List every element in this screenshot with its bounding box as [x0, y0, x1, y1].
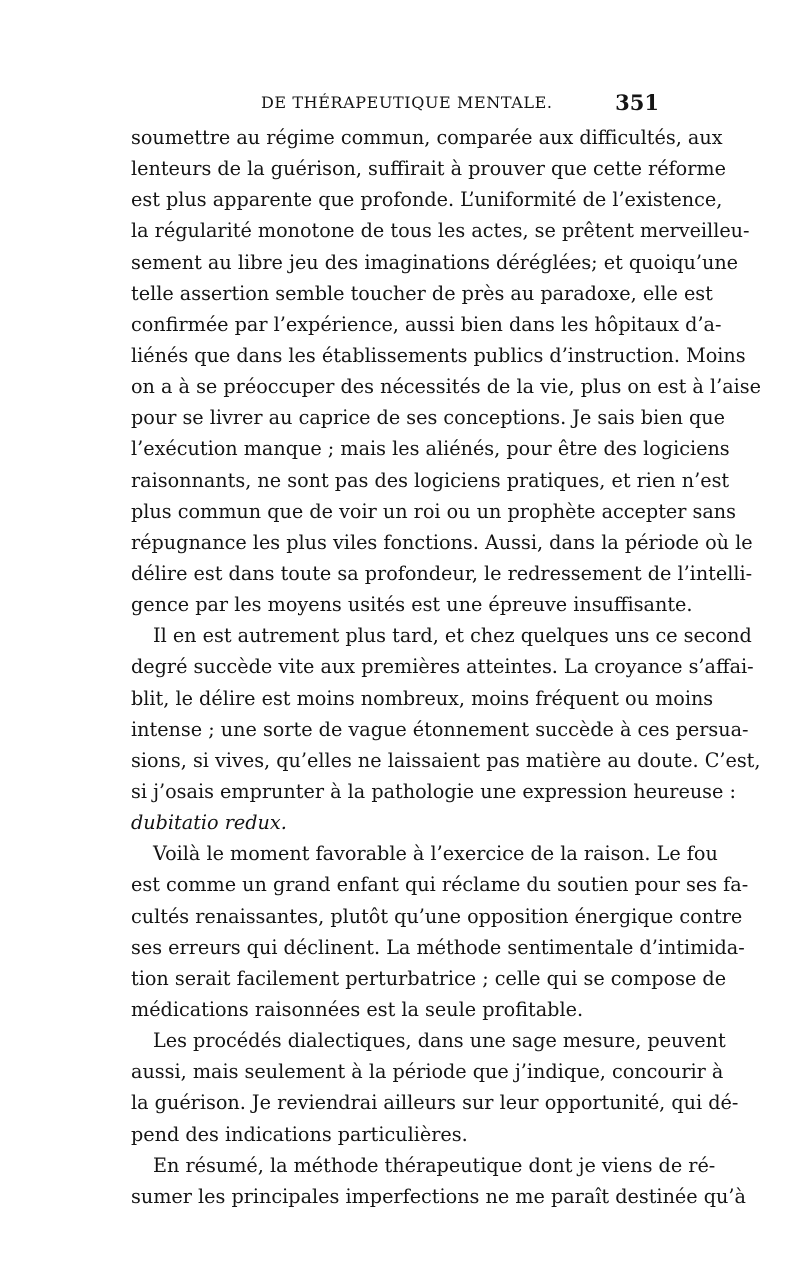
- text-line: blit, le délire est moins nombreux, moins fréquent ou moins: [131, 686, 714, 710]
- text-line: délire est dans toute sa profondeur, le redressement de l’intelli-: [131, 561, 753, 585]
- text-line: tion serait facilement perturbatrice ; celle qui se compose de: [131, 966, 727, 990]
- text-line: Voilà le moment favorable à l’exercice de la raison. Le fou: [153, 842, 718, 866]
- text-line: est plus apparente que profonde. L’uniformité de l’existence,: [131, 188, 723, 212]
- text-line: ses erreurs qui déclinent. La méthode sentimentale d’intimida-: [131, 935, 745, 959]
- text-line: pend des indications particulières.: [131, 1122, 468, 1146]
- text-line: la régularité monotone de tous les actes, se prêtent merveilleu-: [131, 219, 750, 243]
- text-line: dubitatio redux.: [131, 811, 287, 835]
- text-line: gence par les moyens usités est une épreuve insuffisante.: [131, 593, 693, 617]
- paragraph: [131, 838, 749, 1025]
- text-line: on a à se préoccuper des nécessités de la vie, plus on est à l’aise: [131, 375, 761, 399]
- text-line: médications raisonnées est la seule profitable.: [131, 997, 584, 1021]
- text-line: Il en est autrement plus tard, et chez quelques uns ce second: [153, 624, 752, 648]
- text-line: sions, si vives, qu’elles ne laissaient pas matière au doute. C’est,: [131, 748, 761, 772]
- text-line: En résumé, la méthode thérapeutique dont je viens de ré-: [153, 1153, 716, 1177]
- text-line: aussi, mais seulement à la période que j’indique, concourir à: [131, 1060, 724, 1084]
- text-line: degré succède vite aux premières atteintes. La croyance s’affai-: [131, 655, 754, 679]
- text-line: la guérison. Je reviendrai ailleurs sur leur opportunité, qui dé-: [131, 1091, 739, 1115]
- paragraph: [131, 122, 761, 620]
- text-line: liénés que dans les établissements publics d’instruction. Moins: [131, 343, 746, 367]
- paragraph: [131, 620, 761, 838]
- page-number: 351: [615, 90, 659, 115]
- text-line: pour se livrer au caprice de ses conceptions. Je sais bien que: [131, 406, 726, 430]
- text-line: plus commun que de voir un roi ou un prophète accepter sans: [131, 499, 737, 523]
- body-text: [131, 122, 761, 1212]
- text-line: confirmée par l’expérience, aussi bien dans les hôpitaux d’a-: [131, 312, 722, 336]
- paragraph: [131, 1025, 739, 1150]
- text-line: intense ; une sorte de vague étonnement succède à ces persua-: [131, 717, 749, 741]
- text-line: est comme un grand enfant qui réclame du soutien pour ses fa-: [131, 873, 749, 897]
- text-line: raisonnants, ne sont pas des logiciens pratiques, et rien n’est: [131, 468, 730, 492]
- text-line: telle assertion semble toucher de près au paradoxe, elle est: [131, 281, 713, 305]
- text-line: sumer les principales imperfections ne me paraît destinée qu’à: [131, 1184, 746, 1208]
- text-line: l’exécution manque ; mais les aliénés, pour être des logiciens: [131, 437, 730, 461]
- running-title: DE THÉRAPEUTIQUE MENTALE.: [261, 93, 553, 112]
- text-line: répugnance les plus viles fonctions. Aussi, dans la période où le: [131, 530, 753, 554]
- text-line: soumettre au régime commun, comparée aux difficultés, aux: [131, 126, 723, 149]
- text-line: sement au libre jeu des imaginations déréglées; et quoiqu’une: [131, 250, 739, 274]
- text-line: lenteurs de la guérison, suffirait à prouver que cette réforme: [131, 157, 726, 181]
- text-line: Les procédés dialectiques, dans une sage mesure, peuvent: [153, 1029, 726, 1053]
- text-line: cultés renaissantes, plutôt qu’une opposition énergique contre: [131, 904, 743, 928]
- running-header: [131, 90, 659, 115]
- text-line: si j’osais emprunter à la pathologie une expression heureuse :: [131, 779, 736, 803]
- paragraph: [131, 1150, 746, 1212]
